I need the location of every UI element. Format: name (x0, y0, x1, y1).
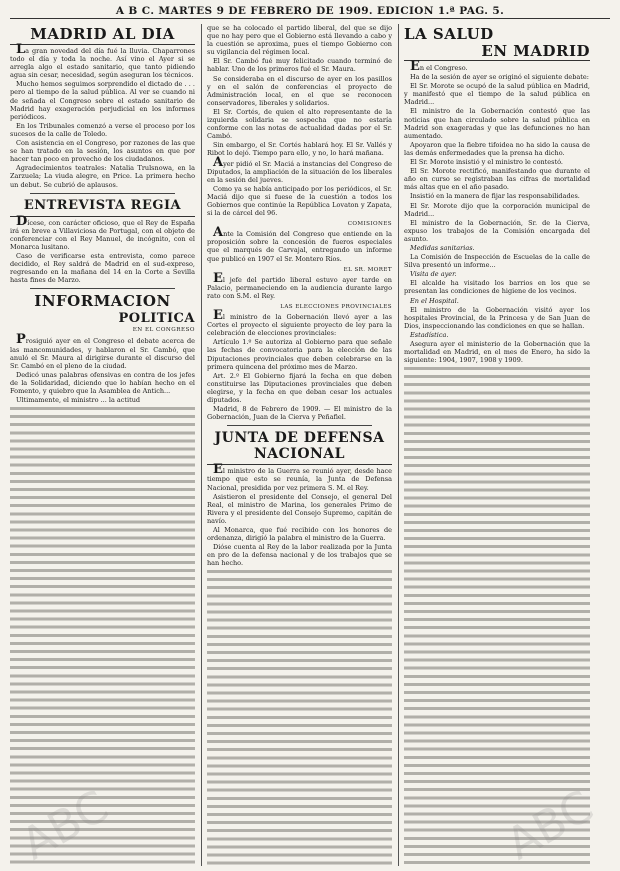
article-paragraph: Madrid, 8 de Febrero de 1909. — El ministro de la Gobernación, Juan de la Cierva y Peñafiel. (207, 405, 392, 422)
article-paragraph: Caso de verificarse esta entrevista, como parece decidido, el Rey saldrá de Madrid en el sud-expreso, regresando en la mañana del 14 en la Corte a Sevilla hasta fines de Marzo. (10, 251, 195, 285)
article-paragraph: En los Tribunales comenzó a verse el proceso por los sucesos de la calle de Toledo. (10, 121, 195, 138)
la-salud-heading: LA SALUD (404, 25, 494, 43)
subsection-label: Estadística. (410, 330, 449, 339)
article-paragraph: Insistió en la manera de fijar las responsabilidades. (410, 192, 580, 201)
text-filler (404, 365, 590, 866)
article-paragraph: El jefe del partido liberal estuvo ayer tarde en Palacio, permaneciendo en la audiencia durante largo rato con S.M. el Rey. (207, 270, 392, 300)
article-paragraph: Artículo 1.º Se autoriza al Gobierno para que señale las fechas de convocatoria para la elección de las Diputaciones provinciales que deben celebrarse en la primera quincena del próximo mes de Marzo. (207, 338, 392, 371)
subsection-label: LAS ELECCIONES PROVINCIALES (280, 304, 392, 310)
article-paragraph: Con asistencia en el Congreso, por razones de las que se han tratado en la sesión, los asuntos en que por hacer tan poco en provecho de los ciudadanos. (10, 139, 195, 164)
informacion-heading: INFORMACION (34, 292, 171, 311)
article-paragraph: Al Monarca, que fué recibido con los honores de ordenanza, dirigió la palabra el ministro de la Guerra. (207, 525, 392, 543)
article-paragraph: El ministro de la Gobernación contestó que las noticias que han circulado sobre la salud pública en Madrid son exageradas y que las defunciones no han aumentado. (404, 107, 590, 140)
column-rule (201, 24, 202, 866)
article-paragraph: Dedicó unas palabras ofensivas en contra de los jefes de la Solidaridad, diciendo que lo habían hecho en el Fomento, y quiebro que la Asamblea de Antich... (10, 370, 195, 395)
masthead: A B C. MARTES 9 DE FEBRERO DE 1909. EDICION 1.ª PAG. 5. (10, 4, 610, 19)
column-middle (207, 24, 392, 866)
column-rule (398, 24, 399, 866)
article-paragraph: Prosiguió ayer en el Congreso el debate acerca de las mancomunidades, y hablaron el Sr. Cambó, que anuló el Sr. Maura al dirigirse durante el discurso del Sr. Cambó en el pleno de la ciudad. (10, 332, 195, 370)
separator (227, 425, 372, 426)
junta-defensa-heading: JUNTA DE DEFENSA NACIONAL (207, 430, 392, 465)
article-paragraph: El ministro de la Gobernación, Sr. de la Cierva, expuso los trabajos de la Comisión encargada del asunto. (404, 218, 590, 243)
article-paragraph: Sin embargo, el Sr. Cortés hablará hoy. El Sr. Vallés y Ribot lo dejó. Tiempo para ello, y no, lo hará mañana. (207, 141, 392, 158)
article-paragraph: Apoyaron que la fiebre tifoidea no ha sido la causa de las demás enfermedades que la prensa ha dicho. (404, 140, 590, 157)
article-paragraph: Agradecimientos teatrales: Natalia Trulsnowa, en la Zarzuela; La viuda alegre, en Price. La primera hecho un debut. Se cubrió de aplausos. (10, 164, 195, 189)
newspaper-page (10, 4, 610, 866)
article-paragraph: El ministro de la Gobernación llevó ayer a las Cortes el proyecto el siguiente proyecto de ley para la celebración de elecciones provinciales: (207, 308, 392, 338)
section-kicker: EN EL CONGRESO (132, 327, 195, 334)
column-right (404, 24, 590, 866)
article-paragraph: El Sr. Morote se ocupó de la salud pública en Madrid, y manifestó que el tiempo de la salud pública en Madrid... (404, 82, 590, 107)
article-paragraph: Dióse cuenta al Rey de la labor realizada por la Junta en pro de la defensa nacional y de los trabajos que se han hecho. (207, 543, 392, 568)
subsection-label: EL SR. MORET (343, 266, 392, 273)
entrevista-regia-heading: ENTREVISTA REGIA (10, 198, 195, 217)
article-paragraph: Ultimamente, el ministro ... la actitud (16, 396, 141, 405)
article-paragraph: En el Congreso. (410, 59, 468, 74)
subsection-label: Visita de ayer. (410, 270, 457, 279)
madrid-al-dia-heading: MADRID AL DIA (10, 26, 195, 45)
article-paragraph: Asegura ayer el ministerio de la Gobernación que la mortalidad en Madrid, en el mes de Enero, ha sido la siguiente: 1904, 1907, 1908 y 1909. (404, 340, 590, 365)
article-paragraph: El Sr. Morote rectificó, manifestando que durante el año en curso se registraban las cifras de mortalidad más altas que en el año pasado. (404, 167, 590, 192)
article-paragraph: Se consideraba en el discurso de ayer en los pasillos y en el salón de conferencias el proyecto de Administración local, en el que se reconocen conservadores, liberales y solidarios. (207, 74, 392, 107)
text-filler (10, 405, 195, 866)
politica-heading: POLITICA (118, 311, 195, 327)
en-madrid-heading: EN MADRID (404, 44, 590, 61)
article-paragraph: Mucho hemos seguimos sorprendido el dictado de . . . pero al tiempo de la salud pública. Al ver se cuando ni de señada el Congreso sobre el estado sanitario de Madrid hay exageración perjudicial en los informes periódicos. (10, 80, 195, 121)
article-paragraph: Ha de la sesión de ayer se originó el siguiente debate: (410, 73, 589, 82)
separator (30, 288, 175, 289)
article-paragraph: El Sr. Morote dijo que la corporación municipal de Madrid... (404, 201, 590, 218)
article-paragraph: Ayer pidió el Sr. Maciá a instancias del Congreso de Diputados, la ampliación de la situación de los liberales en la sesión del jueves. (207, 154, 392, 184)
subsection-label: En el Hospital. (410, 296, 459, 305)
article-paragraph: El ministro de la Gobernación visitó ayer los hospitales Provincial, de la Princesa y de San Juan de Dios, inspeccionando las condiciones en que se hallan. (404, 305, 590, 330)
article-paragraph: El Sr. Cortés, de quien el alto representante de la izquierda solidaria se sospecha que no estaría conforme con las notas de actualidad dadas por el Sr. Cambó. (207, 107, 392, 141)
article-paragraph: El alcalde ha visitado los barrios en los que se presentan las condiciones de higiene de los vecinos. (404, 279, 590, 296)
column-left (10, 24, 195, 866)
article-paragraph: El ministro de la Guerra se reunió ayer, desde hace tiempo que esto se reunía, la Junta de Defensa Nacional, presidida por vez primera S. M. el Rey. (207, 462, 392, 492)
article-paragraph: El Sr. Cambó fué muy felicitado cuando terminó de hablar. Uno de los primeros fué el Sr. Maura. (207, 57, 392, 74)
article-paragraph: La Comisión de Inspección de Escuelas de la calle de Silva presentó un informe... (404, 253, 590, 270)
article-paragraph: que se ha colocado el partido liberal, del que se dijo que no hay pero que el Gobierno está llevando a cabo y la cuestión se aproxima, pues el tiempo Gobierno con su vigilancia del régimen local. (207, 24, 392, 57)
article-paragraph: Como ya se había anticipado por los periódicos, el Sr. Maciá dijo que si fuese de la cuestión a todos los Gobiernos que continúe la República Lovaton y Zapata, si la de cárcel del 96. (207, 184, 392, 218)
article-paragraph: Art. 2.º El Gobierno fijará la fecha en que deben constituirse las Diputaciones provinciales que deben elegirse, y la fecha en que deban cesar los actuales diputados. (207, 371, 392, 405)
article-paragraph: La gran novedad del día fué la lluvia. Chaparrones todo el día y toda la noche. Así vino el Ayer si se arregla algo el estado sanitario, que tanto pidiendo agua sin cesar, necesidad, según aseguran los técnicos. (10, 42, 195, 80)
text-filler (207, 568, 392, 866)
subsection-label: COMISIONES (347, 221, 392, 228)
article-paragraph: El Sr. Morote insistió y el ministro le contestó. (410, 158, 563, 167)
article-paragraph: Ante la Comisión del Congreso que entiende en la proposición sobre la concesión de fueros especiales que el marqués de Carvajal, entregando un informe que publicó en 1907 el Sr. Montero Ríos. (207, 225, 392, 263)
article-paragraph: Dícese, con carácter oficioso, que el Rey de España irá en breve a Villaviciosa de Portugal, con el objeto de conferenciar con el Rey Manuel, de incógnito, con el Monarca lusitano. (10, 213, 195, 251)
separator (30, 193, 175, 194)
subsection-label: Medidas sanitarias. (410, 243, 475, 252)
article-paragraph: Asistieron el presidente del Consejo, el general Del Real, el ministro de Marina, los generales Primo de Rivera y el presidente del Consejo Supremo, capitán de navío. (207, 492, 392, 525)
